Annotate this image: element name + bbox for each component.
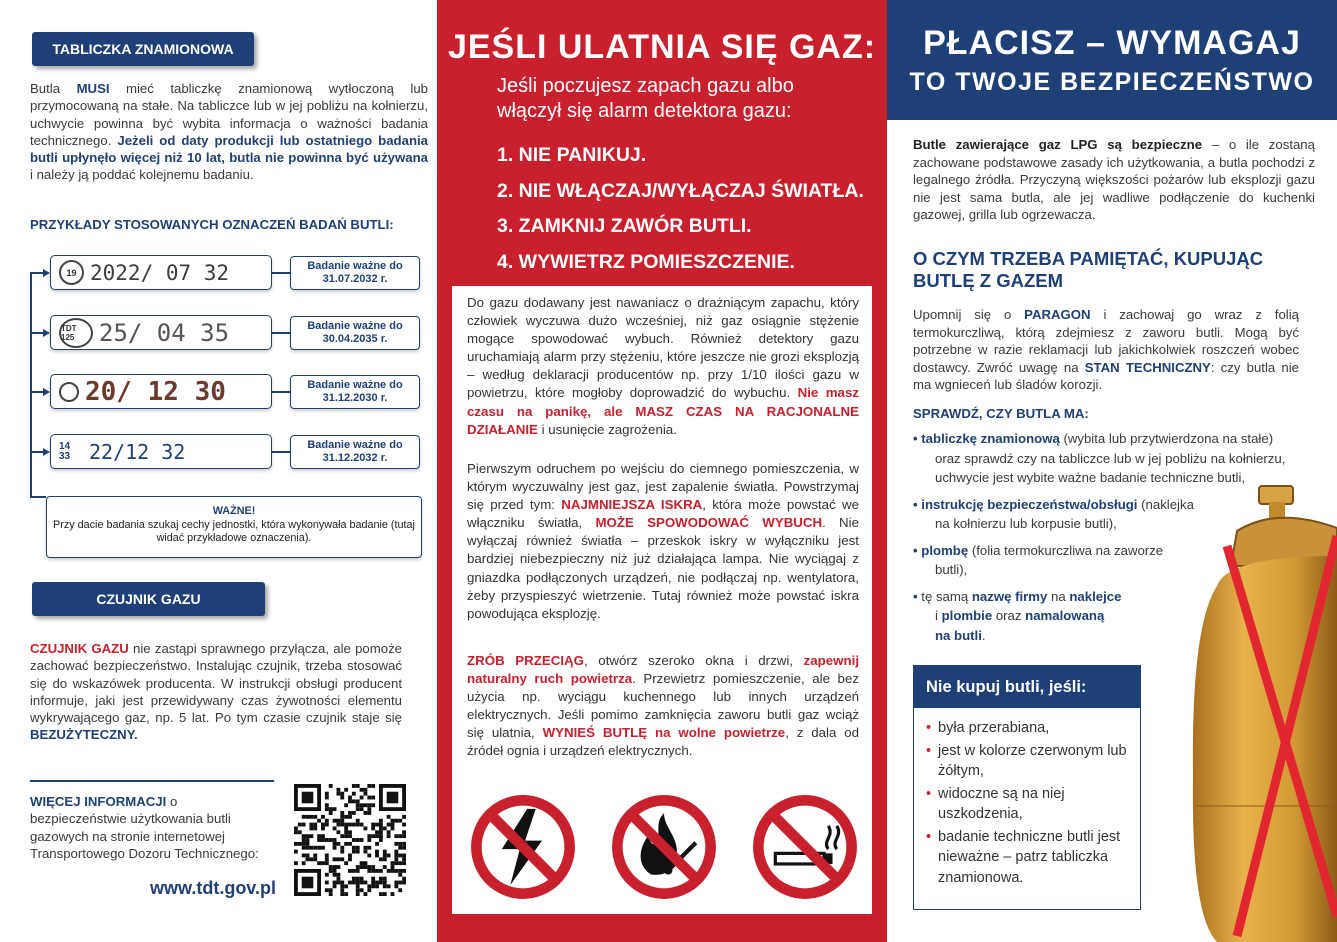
sensor-paragraph: CZUJNIK GAZU nie zastąpi sprawnego przyłącza, ale pomoże zachować bezpieczeństwo. Instalując czujnik, trzeba stosować się do wskazówek producenta. W instrukcji obsługi producent informuje, jaki jest przewidywany czas żywotności elementu wykrywającego gaz, np. 5 lat. Po tym czasie czujnik staje się BEZUŻYTECZNY. <box>30 641 402 743</box>
qr-code-icon[interactable] <box>293 784 407 896</box>
gas-leak-explanation-box <box>452 286 872 914</box>
stamp-text: 22/12 32 <box>89 439 186 464</box>
divider <box>30 780 274 782</box>
connector-line <box>272 272 290 274</box>
inspection-mark-icon <box>59 382 79 402</box>
do-not-buy-title: Nie kupuj butli, jeśli: <box>914 666 1140 708</box>
pay-demand-banner <box>887 0 1337 120</box>
left-column <box>0 0 437 942</box>
stamp-examples-diagram <box>30 248 430 560</box>
do-not-buy-list <box>914 708 1140 888</box>
nameplate-paragraph: Butla MUSI mieć tabliczkę znamionową wytłoczoną lub przymocowaną na stałe. Na tabliczce lub w jej pobliżu na kołnierzu, uchwycie powinna być wybita informacja o ważności badania technicznego. Jeżeli od daty produkcji lub ostatniego badania butli upłynęło więcej niż 10 lat, butla nie powinna być używana i należy ją poddać kolejnemu badaniu. <box>30 81 429 183</box>
middle-column <box>437 0 887 942</box>
right-column <box>887 0 1337 942</box>
website-link[interactable]: www.tdt.gov.pl <box>150 878 276 898</box>
connector-line <box>30 496 46 498</box>
step-item: 2. NIE WŁĄCZAJ/WYŁĄCZAJ ŚWIATŁA. <box>497 179 864 202</box>
connector-line <box>272 451 290 453</box>
important-note: WAŻNE! Przy dacie badania szukaj cechy jednostki, która wykonywała badanie (tutaj widać przykładowe oznaczenia). <box>46 496 422 558</box>
inspection-mark-icon: 14 33 <box>59 440 71 462</box>
list-item: • badanie techniczne butli jest nieważne – patrz tabliczka znamionowa. <box>926 828 1121 886</box>
no-electricity-icon <box>470 794 576 900</box>
validity-box-2: Badanie ważne do 30.04.2035 r. <box>290 316 420 350</box>
validity-box-3: Badanie ważne do 31.12.2030 r. <box>290 375 420 409</box>
check-item: • tabliczkę znamionową (wybita lub przytwierdzona na stałe) oraz sprawdź czy na tabliczce lub w jej pobliżu na kołnierzu, uchwycie jest wybite ważne badanie techniczne butli, <box>913 431 1286 485</box>
arrow-icon <box>43 448 50 456</box>
no-open-flame-icon <box>611 794 717 900</box>
stamp-example-4 <box>50 434 272 469</box>
connector-line <box>30 391 44 393</box>
explanation-paragraph: Pierwszym odruchem po wejściu do ciemnego pomieszczenia, w którym wyczuwalny jest gaz, jest zapalenie światła. Powstrzymaj się przed tym: NAJMNIEJSZA ISKRA, która może powstać we włączniku światła, MOŻE SPOWODOWAĆ WYBUCH. Nie wyłączaj również światła – przeskok iskry w wyłączniku jest bardziej niebezpieczny niż już działająca lampa. Nie wyciągaj z gniazdka podłączonych urządzeń, nie podłączaj np. wentylatora, żeby przyspieszyć wietrzenie. Tutaj również może powstać iskra powodująca eksplozję. <box>467 461 860 621</box>
step-item: 1. NIE PANIKUJ. <box>497 144 647 166</box>
banner-subtitle: TO TWOJE BEZPIECZEŃSTWO <box>909 68 1315 96</box>
connector-line <box>30 272 44 274</box>
stamp-text: 25/ 04 35 <box>99 318 230 347</box>
sensor-section-label: CZUJNIK GAZU <box>32 582 265 616</box>
arrow-icon <box>43 269 50 277</box>
validity-box-4: Badanie ważne do 31.12.2032 r. <box>290 435 420 469</box>
check-item: • tę samą nazwę firmy na naklejce i plombie oraz namalowaną na butli. <box>913 588 1122 643</box>
arrow-icon <box>43 388 50 396</box>
do-not-buy-box <box>913 665 1141 910</box>
check-item: • plombę (folia termokurczliwa na zaworze butli), <box>913 542 1164 577</box>
no-smoking-icon <box>752 794 858 900</box>
nameplate-section-label: TABLICZKA ZNAMIONOWA <box>32 32 254 66</box>
gas-leak-steps <box>497 142 864 284</box>
explanation-paragraph: ZRÓB PRZECIĄG, otwórz szeroko okna i drzwi, zapewnij naturalny ruch powietrza. Przewietrz pomieszczenie, ale bez użycia np. wyciągu kuchennego lub innych urządzeń elektrycznych. Jeśli pomimo zamknięcia zaworu butli gaz wciąż się ulatnia, WYNIEŚ BUTLĘ na wolne powietrze, z dala od źródeł ognia i urządzeń elektrycznych. <box>467 653 860 759</box>
connector-line <box>30 451 44 453</box>
intro-paragraph: Butle zawierające gaz LPG są bezpieczne – o ile zostaną zachowane podstawowe zasady ich użytkowania, a butla pochodzi z legalnego źródła. Przyczyną większości pożarów lub eksplozji gazu nie jest sama butla, ale jej wadliwe podłączenie do kuchenki gazowej, grilla lub ogrzewacza. <box>913 137 1315 223</box>
explanation-paragraph: Do gazu dodawany jest nawaniacz o drażniącym zapachu, który człowiek wyczuwa dużo wcześniej, niż gaz osiągnie stężenie mogące spowodować wybuch. Również detektory gazu uruchamiają alarm przy stężeniu, które jeszcze nie grozi eksplozją – według deklaracji producentów np. przy 1/10 ilości gazu w powietrzu, które mogłoby doprowadzić do wybuchu. Nie masz czasu na panikę, ale MASZ CZAS NA RACJONALNE DZIAŁANIE i usunięcie zagrożenia. <box>467 295 859 437</box>
inspection-mark-icon: TDT 125 <box>59 318 93 348</box>
gas-leak-subtitle: Jeśli poczujesz zapach gazu albo włączył się alarm detektora gazu: <box>497 75 794 122</box>
buying-heading: O CZYM TRZEBA PAMIĘTAĆ, KUPUJĄC BUTLĘ Z GAZEM <box>913 248 1264 291</box>
prohibition-signs <box>470 794 858 902</box>
check-title: SPRAWDŹ, CZY BUTLA MA: <box>913 406 1089 421</box>
list-item: • widoczne są na niej uszkodzenia, <box>926 785 1065 822</box>
connector-line <box>30 332 44 334</box>
arrow-icon <box>43 329 50 337</box>
connector-line <box>272 332 290 334</box>
inspection-mark-icon: 19 <box>59 260 84 285</box>
step-item: 3. ZAMKNIJ ZAWÓR BUTLI. <box>497 215 752 237</box>
stamp-example-2 <box>50 315 272 350</box>
buying-paragraph: Upomnij się o PARAGON i zachowaj go wraz z folią termokurczliwą, którą zdejmiesz z zaworu butli. Mogą być potrzebne w razie reklamacji lub jakichkolwiek roszczeń wobec dostawcy. Zwróć uwagę na STAN TECHNICZNY: czy butla nie ma wgnieceń lub śladów korozji. <box>913 307 1299 393</box>
examples-title: PRZYKŁADY STOSOWANYCH OZNACZEŃ BADAŃ BUTLI: <box>30 217 394 232</box>
connector-line <box>30 272 32 498</box>
stamp-text: 2022/ 07 32 <box>90 260 230 285</box>
gas-cylinder-crossed-icon <box>1187 476 1337 942</box>
banner-title: PŁACISZ – WYMAGAJ <box>923 24 1301 62</box>
connector-line <box>272 391 290 393</box>
more-info-text: WIĘCEJ INFORMACJI o bezpieczeństwie użytkowania butli gazowych na stronie internetowej Transportowego Dozoru Technicznego: <box>30 794 259 861</box>
list-item: • jest w kolorze czerwonym lub żółtym, <box>926 742 1127 779</box>
check-item: • instrukcję bezpieczeństwa/obsługi (naklejka na kołnierzu lub korpusie butli), <box>913 496 1194 531</box>
stamp-example-1 <box>50 255 272 290</box>
validity-box-1: Badanie ważne do 31.07.2032 r. <box>290 256 420 290</box>
stamp-example-3 <box>50 374 272 409</box>
step-item: 4. WYWIETRZ POMIESZCZENIE. <box>497 250 795 273</box>
stamp-text: 20/ 12 30 <box>85 376 226 407</box>
gas-leak-title: JEŚLI ULATNIA SIĘ GAZ: <box>447 28 877 66</box>
list-item: • była przerabiana, <box>926 720 1050 736</box>
